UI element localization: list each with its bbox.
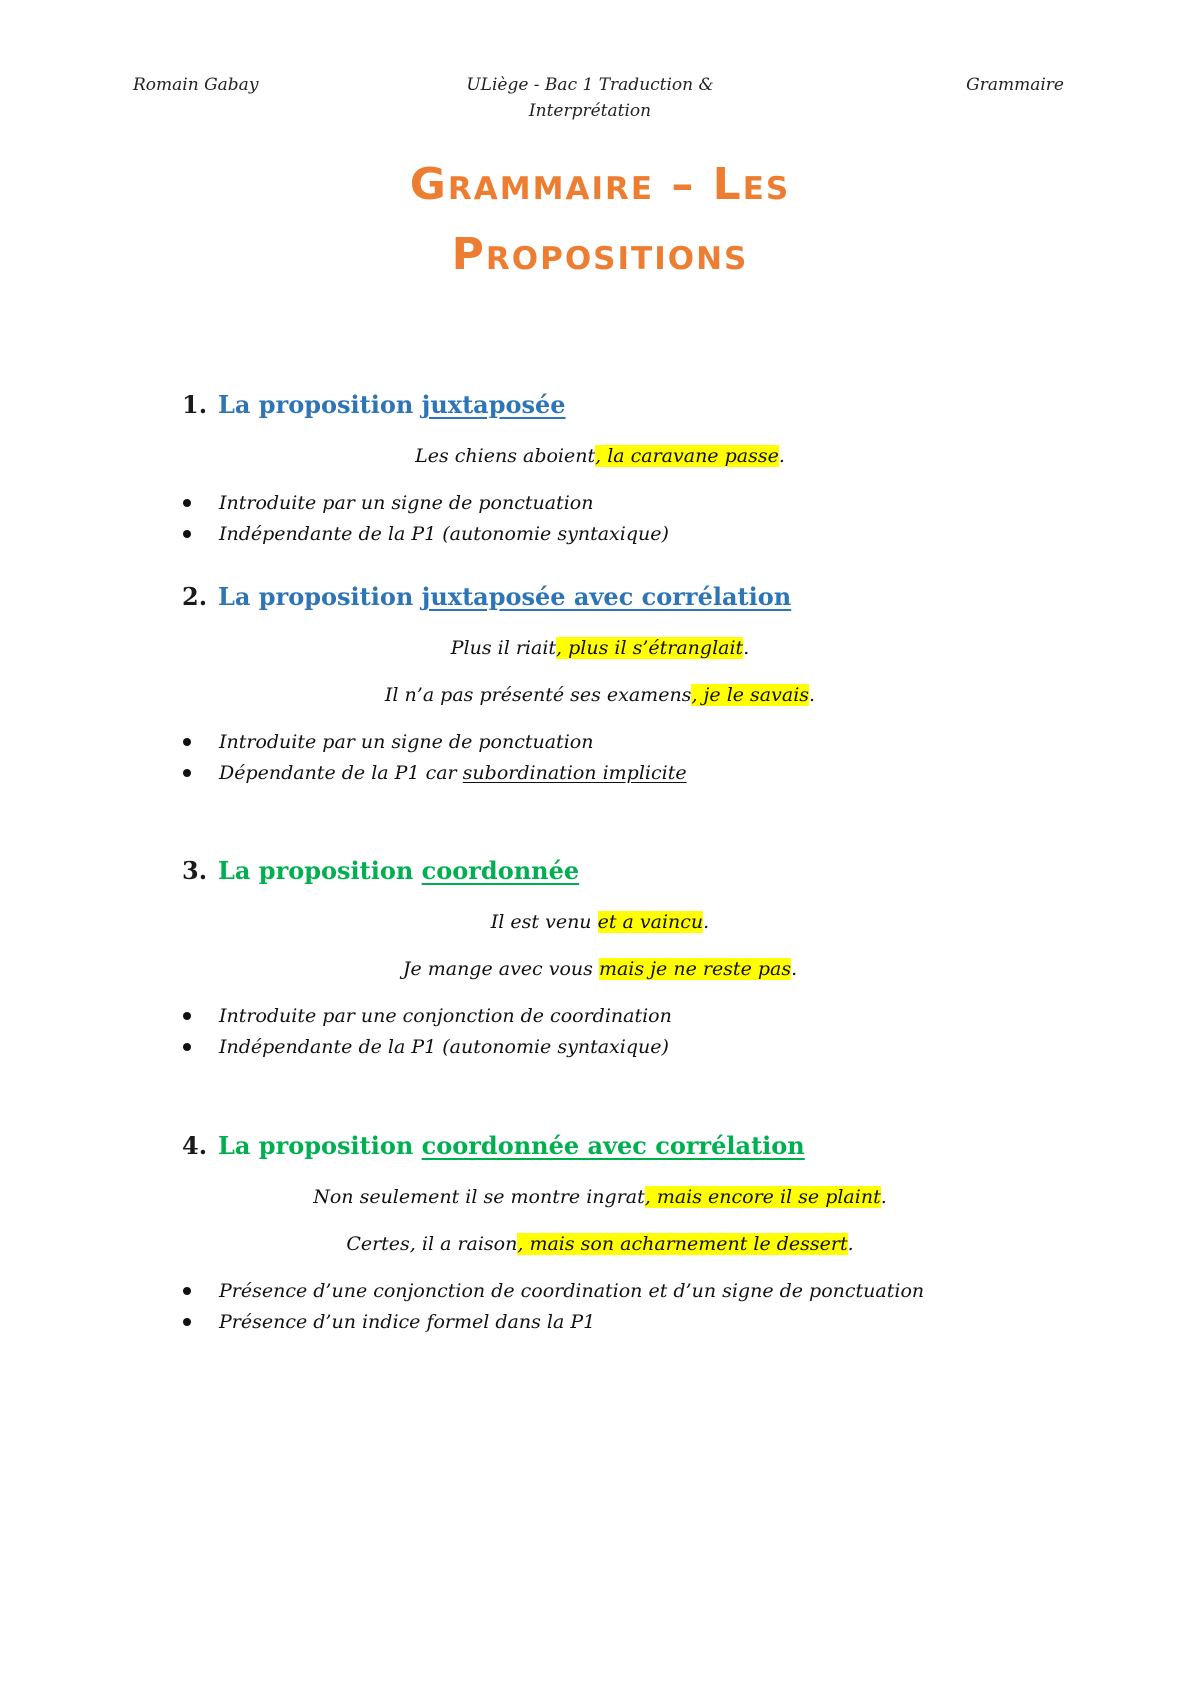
header-subject: Grammaire (966, 75, 1064, 95)
section-heading (182, 388, 566, 422)
list-item-text: Introduite par une conjonction de coordination (219, 1005, 672, 1027)
example-highlight: , mais son acharnement le dessert (517, 1233, 848, 1255)
section-heading-prefix: La proposition (218, 856, 422, 885)
list-item-text: Présence d’un indice formel dans la P1 (219, 1311, 596, 1333)
example-sentence (0, 634, 1200, 662)
example-end: . (791, 958, 798, 980)
section-number: 3. (182, 856, 208, 885)
bullet-icon (183, 738, 191, 746)
example-text: Certes, il a raison (346, 1233, 518, 1255)
example-highlight: et a vaincu (597, 911, 704, 933)
section-heading-key: juxtaposée (421, 390, 566, 419)
example-text: Je mange avec vous (402, 958, 599, 980)
example-sentence (0, 955, 1200, 983)
list-item-text: Introduite par un signe de ponctuation (219, 492, 594, 514)
example-sentence (0, 908, 1200, 936)
section-heading (182, 854, 579, 888)
bullet-icon (183, 530, 191, 538)
bullet-icon (183, 499, 191, 507)
example-sentence (0, 1230, 1200, 1258)
section-heading-prefix: La proposition (218, 390, 422, 419)
list-item (219, 1308, 595, 1336)
bullet-icon (183, 1318, 191, 1326)
bullet-icon (183, 1043, 191, 1051)
list-item-underlined: subordination implicite (462, 762, 687, 784)
list-item-text: Introduite par un signe de ponctuation (219, 731, 594, 753)
example-end: . (809, 684, 816, 706)
section-number: 1. (182, 390, 208, 419)
list-item (219, 1033, 669, 1061)
section-number: 4. (182, 1131, 208, 1160)
example-highlight: mais je ne reste pas (598, 958, 792, 980)
section-heading-key: coordonnée avec corrélation (421, 1131, 805, 1160)
list-item (219, 520, 669, 548)
example-text: Il est venu (490, 911, 598, 933)
section-heading-key: coordonnée (421, 856, 580, 885)
section-heading-prefix: La proposition (218, 1131, 422, 1160)
section-heading (182, 1129, 805, 1163)
example-text: Plus il riait (450, 637, 557, 659)
header-course (440, 72, 740, 124)
list-item (219, 759, 687, 787)
list-item (219, 1002, 672, 1030)
example-highlight: , je le savais (691, 684, 810, 706)
list-item-text: Indépendante de la P1 (autonomie syntaxique) (219, 1036, 669, 1058)
example-end: . (880, 1186, 887, 1208)
section-heading (182, 580, 791, 614)
example-highlight: , plus il s’étranglait (556, 637, 744, 659)
section-heading-key: juxtaposée avec corrélation (421, 582, 792, 611)
header-course-line2: Interprétation (528, 101, 652, 121)
example-sentence (0, 1183, 1200, 1211)
bullet-icon (183, 769, 191, 777)
list-item-text: Dépendante de la P1 car (219, 762, 463, 784)
example-end: . (847, 1233, 854, 1255)
section-heading-prefix: La proposition (218, 582, 422, 611)
document-title (0, 150, 1200, 290)
example-end: . (743, 637, 750, 659)
list-item-text: Indépendante de la P1 (autonomie syntaxique) (219, 523, 669, 545)
header-course-line1: ULiège - Bac 1 Traduction & (466, 75, 714, 95)
title-line2: Propositions (451, 229, 749, 280)
example-text: Non seulement il se montre ingrat (313, 1186, 645, 1208)
example-text: Il n’a pas présenté ses examens (384, 684, 692, 706)
list-item (219, 728, 593, 756)
list-item (219, 489, 593, 517)
list-item (219, 1277, 924, 1305)
bullet-icon (183, 1012, 191, 1020)
example-sentence (0, 442, 1200, 470)
example-text: Les chiens aboient (415, 445, 596, 467)
bullet-icon (183, 1287, 191, 1295)
list-item-text: Présence d’une conjonction de coordination et d’un signe de ponctuation (219, 1280, 925, 1302)
example-end: . (778, 445, 785, 467)
example-highlight: , mais encore il se plaint (644, 1186, 881, 1208)
section-number: 2. (182, 582, 208, 611)
example-end: . (703, 911, 710, 933)
header-author: Romain Gabay (133, 75, 259, 95)
example-sentence (0, 681, 1200, 709)
example-highlight: , la caravane passe (595, 445, 779, 467)
title-line1: Grammaire – Les (409, 159, 791, 210)
